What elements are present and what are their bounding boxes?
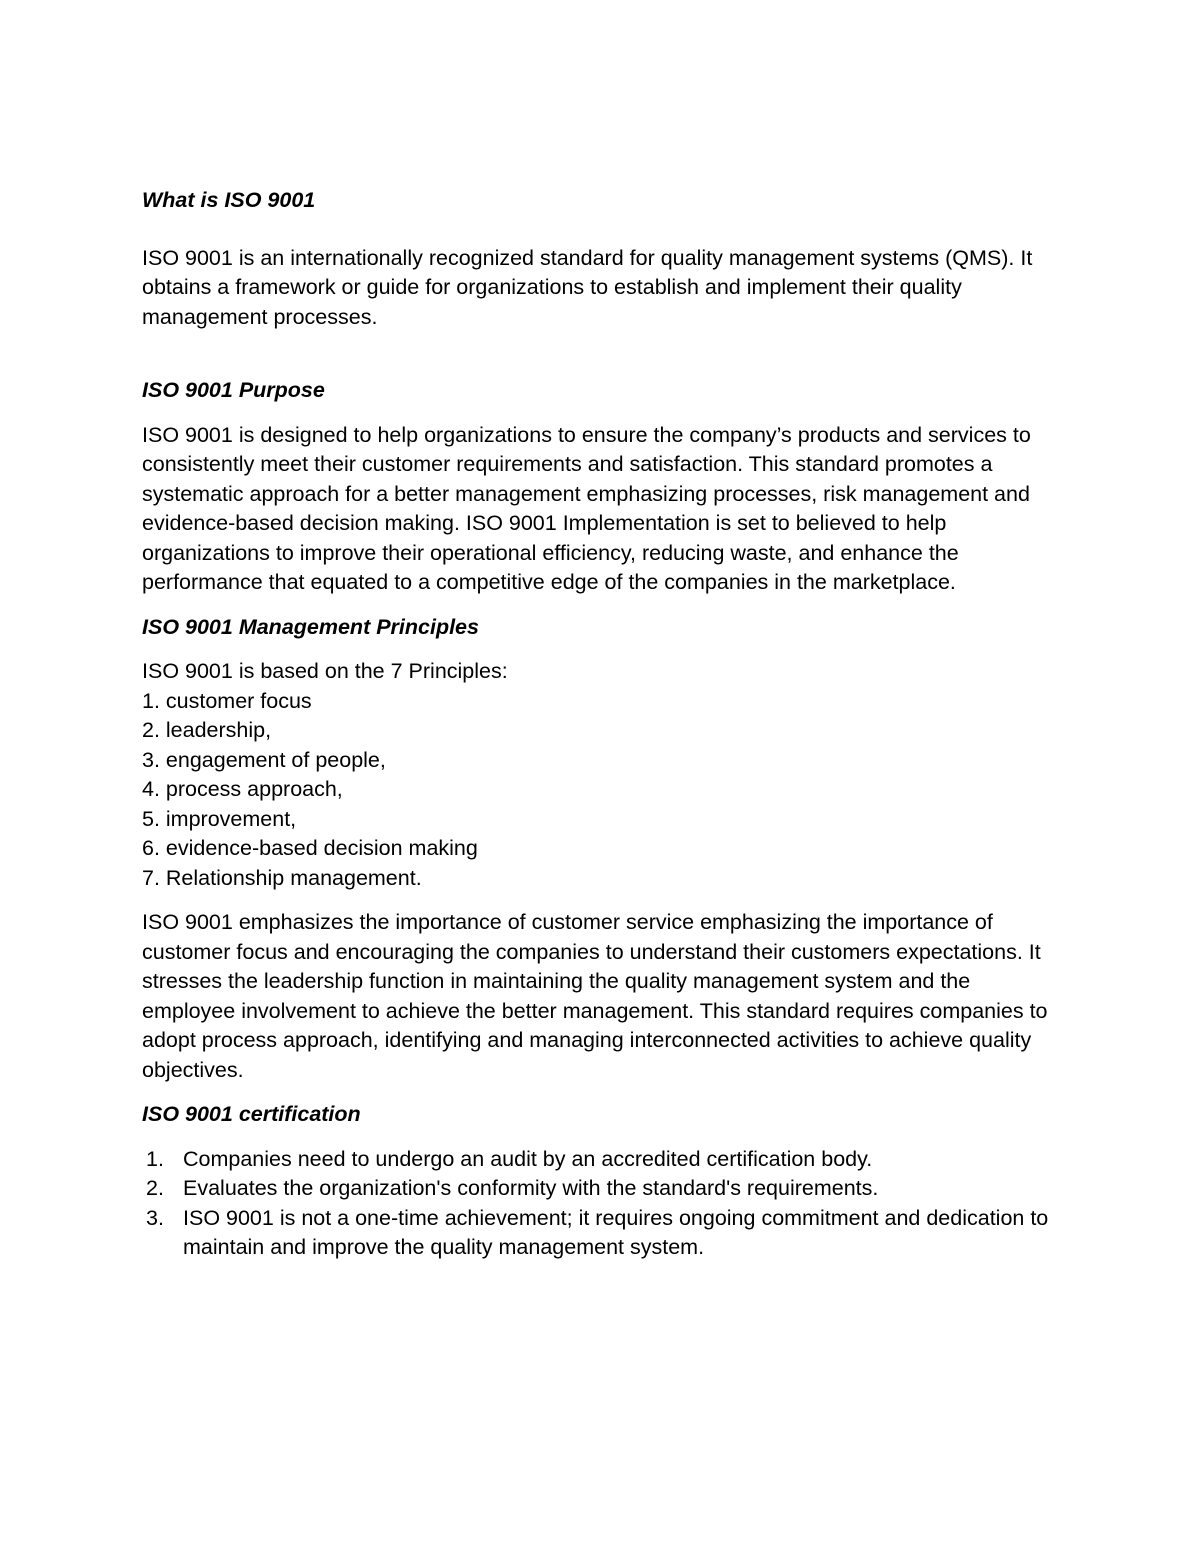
paragraph-what-is: ISO 9001 is an internationally recognized standard for quality management systems (QMS). It obtains a framework or guide for organizations to establish and implement their quality management processes. — [142, 245, 1033, 329]
list-item: 1. customer focus — [142, 688, 312, 713]
list-item — [142, 1145, 1062, 1175]
paragraph-purpose: ISO 9001 is designed to help organizations to ensure the company’s products and services to consistently meet their customer requirements and satisfaction. This standard promotes a systematic approach for a better management emphasizing processes, risk management and evidence-based decision making. ISO 9001 Implementation is set to believed to help organizations to improve their operational efficiency, reducing waste, and enhance the performance that equated to a competitive edge of the companies in the marketplace. — [142, 422, 1031, 594]
heading-purpose: ISO 9001 Purpose — [142, 378, 325, 402]
list-item: 3. engagement of people, — [142, 747, 386, 772]
heading-what-is: What is ISO 9001 — [142, 188, 316, 212]
list-number: 2. — [146, 1176, 164, 1200]
list-item: 6. evidence-based decision making — [142, 836, 478, 860]
list-item: 5. improvement, — [142, 806, 297, 831]
principles-list — [142, 687, 1062, 894]
list-text: ISO 9001 is not a one-time achievement; it requires ongoing commitment and dedication to maintain and improve the quality management system. — [183, 1205, 1049, 1259]
list-number: 3. — [146, 1205, 164, 1230]
list-item — [142, 1174, 1062, 1204]
list-item: 2. leadership, — [142, 718, 272, 742]
list-number: 1. — [146, 1146, 164, 1171]
list-item: 7. Relationship management. — [142, 865, 422, 890]
principles-intro: ISO 9001 is based on the 7 Principles: — [142, 659, 508, 683]
paragraph-principles: ISO 9001 emphasizes the importance of customer service emphasizing the importance of customer focus and encouraging the companies to understand their customers expectations. It stresses the leadership function in maintaining the quality management system and the employee involvement to achieve the better management. This standard requires companies to adopt process approach, identifying and managing interconnected activities to achieve quality objectives. — [142, 910, 1048, 1082]
list-text: Evaluates the organization's conformity with the standard's requirements. — [183, 1176, 879, 1200]
list-item: 4. process approach, — [142, 777, 343, 801]
certification-list — [142, 1145, 1062, 1263]
heading-certification: ISO 9001 certification — [142, 1102, 361, 1126]
heading-principles: ISO 9001 Management Principles — [142, 614, 479, 639]
document-page — [142, 186, 1062, 1263]
list-item — [142, 1204, 1062, 1263]
list-text: Companies need to undergo an audit by an accredited certification body. — [183, 1146, 873, 1171]
